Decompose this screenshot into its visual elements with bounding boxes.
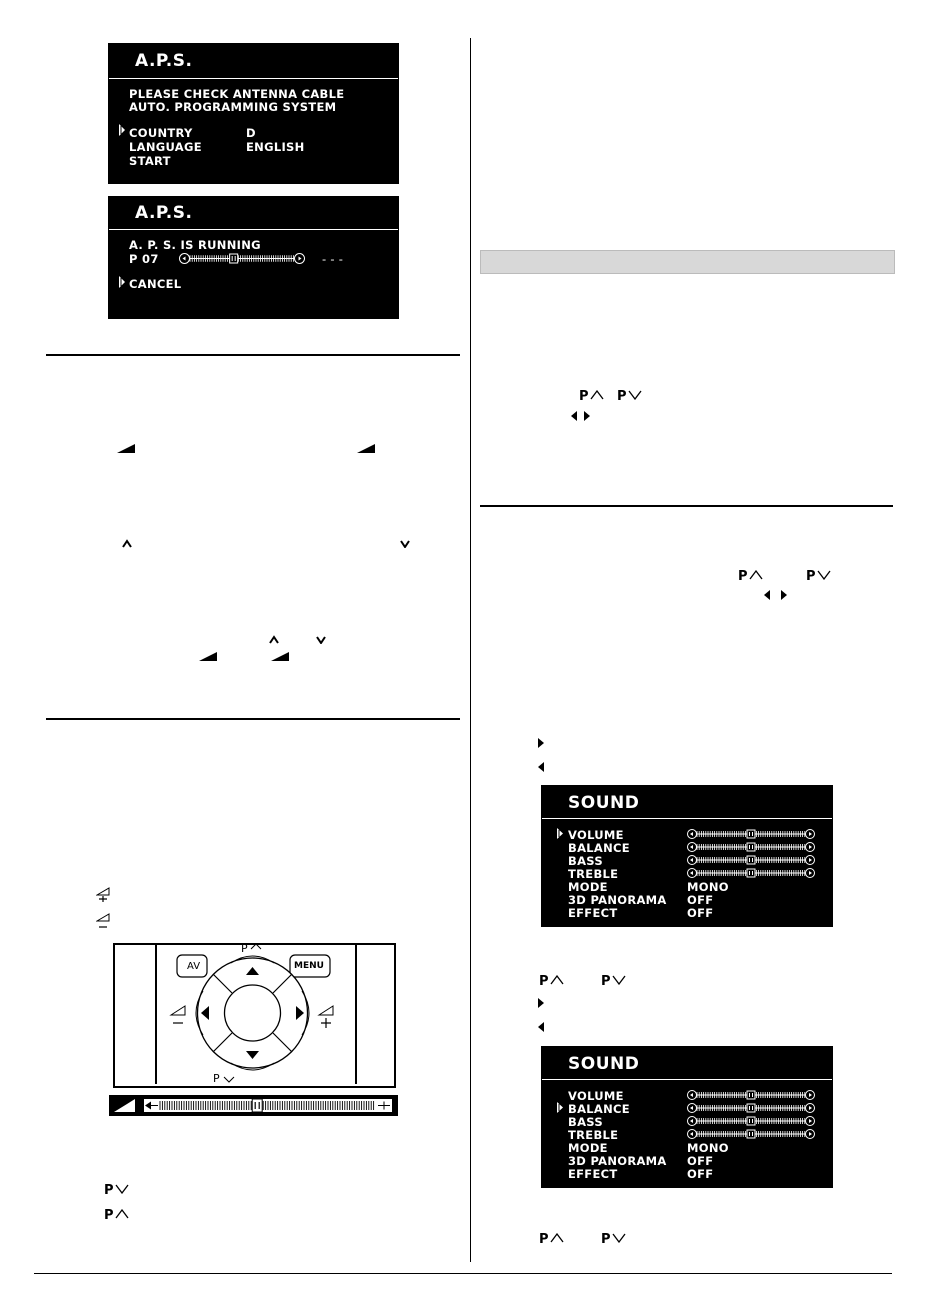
- section-rule-right-1: [480, 505, 893, 507]
- sound-menu-screen-volume: [541, 785, 833, 927]
- volume-wedge-icon: [114, 1099, 135, 1112]
- slider-thumb: [747, 1130, 755, 1138]
- p-down-label: P: [213, 1072, 220, 1085]
- sound-item-label[interactable]: EFFECT: [568, 906, 618, 920]
- volume-thumb: [252, 1099, 262, 1112]
- menu-value-country: D: [246, 126, 256, 140]
- sound-item-value: MONO: [687, 880, 729, 894]
- left-arrow-icon: [571, 411, 577, 421]
- selection-arrow-icon: [556, 828, 564, 839]
- selection-arrow-icon: [118, 276, 126, 288]
- p-letter: P: [539, 1232, 549, 1247]
- sound-item-label[interactable]: BALANCE: [568, 841, 630, 855]
- p-up-label: P: [241, 942, 248, 955]
- screen-title: A.P.S.: [135, 51, 193, 71]
- sound-item-label[interactable]: MODE: [568, 1141, 608, 1155]
- screen-title: SOUND: [568, 793, 640, 813]
- sound-item-label[interactable]: BASS: [568, 854, 603, 868]
- volume-wedge-icon: [357, 444, 375, 453]
- caret-down-icon: [400, 539, 410, 548]
- volume-wedge-icon: [199, 652, 217, 661]
- status-line: A. P. S. IS RUNNING: [129, 238, 261, 252]
- menu-button[interactable]: MENU: [294, 961, 324, 971]
- sound-item-value: OFF: [687, 1154, 714, 1168]
- menu-item-language[interactable]: LANGUAGE: [129, 140, 202, 154]
- cancel-item[interactable]: CANCEL: [129, 277, 182, 291]
- volume-level-slider: [144, 1099, 392, 1112]
- caret-down-icon: [817, 570, 831, 580]
- sound-item-label[interactable]: EFFECT: [568, 1167, 618, 1181]
- p-letter: P: [104, 1183, 114, 1198]
- p-letter: P: [738, 569, 748, 584]
- caret-up-icon: [550, 975, 564, 985]
- remote-dpad: [113, 943, 392, 1088]
- screen-title: A.P.S.: [135, 203, 193, 223]
- p-letter: P: [579, 389, 589, 404]
- caret-up-icon: [590, 390, 604, 400]
- info-line: AUTO. PROGRAMMING SYSTEM: [129, 100, 337, 114]
- caret-up-icon: [122, 539, 132, 548]
- caret-down-icon: [316, 635, 326, 644]
- aps-running-screen: [108, 196, 399, 319]
- caret-down-icon: [612, 975, 626, 985]
- sound-item-label[interactable]: TREBLE: [568, 1128, 619, 1142]
- selection-arrow-icon: [556, 1102, 564, 1113]
- caret-up-icon: [269, 635, 279, 644]
- slider-thumb: [747, 1104, 755, 1112]
- right-arrow-icon: [538, 998, 544, 1008]
- screen-title: SOUND: [568, 1054, 640, 1074]
- right-arrow-icon: [538, 738, 544, 748]
- column-divider: [470, 38, 471, 1262]
- sound-item-label[interactable]: VOLUME: [568, 828, 624, 842]
- left-arrow-icon: [764, 590, 770, 600]
- sound-item-slider: [687, 829, 815, 839]
- p-letter: P: [539, 974, 549, 989]
- sound-item-label[interactable]: 3D PANORAMA: [568, 1154, 667, 1168]
- p-letter: P: [617, 389, 627, 404]
- sound-item-value: OFF: [687, 906, 714, 920]
- caret-down-icon: [612, 1233, 626, 1243]
- slider-thumb: [747, 869, 755, 877]
- sound-item-value: OFF: [687, 893, 714, 907]
- sound-item-label[interactable]: MODE: [568, 880, 608, 894]
- caret-up-icon: [550, 1233, 564, 1243]
- caret-down-icon: [115, 1184, 129, 1194]
- volume-down-icon: [96, 912, 112, 930]
- sound-item-slider: [687, 855, 815, 865]
- sound-item-slider: [687, 868, 815, 878]
- menu-item-start[interactable]: START: [129, 154, 171, 168]
- sound-item-label[interactable]: VOLUME: [568, 1089, 624, 1103]
- caret-up-icon: [115, 1209, 129, 1219]
- p-letter: P: [601, 974, 611, 989]
- slider-thumb: [747, 1091, 755, 1099]
- section-rule-left-2: [46, 718, 460, 720]
- footer-rule: [34, 1273, 892, 1274]
- av-button[interactable]: AV: [187, 961, 201, 972]
- menu-value-language: ENGLISH: [246, 140, 305, 154]
- sound-item-slider: [687, 1116, 815, 1126]
- sound-item-slider: [687, 1090, 815, 1100]
- volume-wedge-icon: [271, 652, 289, 661]
- sound-item-slider: [687, 1129, 815, 1139]
- info-line: PLEASE CHECK ANTENNA CABLE: [129, 87, 345, 101]
- p-letter: P: [104, 1208, 114, 1223]
- slider-thumb: [747, 830, 755, 838]
- sound-item-slider: [687, 842, 815, 852]
- caret-down-icon: [628, 390, 642, 400]
- sound-item-label[interactable]: BASS: [568, 1115, 603, 1129]
- sound-item-slider: [687, 1103, 815, 1113]
- left-arrow-icon: [538, 1022, 544, 1032]
- left-arrow-icon: [538, 762, 544, 772]
- section-rule-left-1: [46, 354, 460, 356]
- sound-item-value: MONO: [687, 1141, 729, 1155]
- sound-item-label[interactable]: BALANCE: [568, 1102, 630, 1116]
- aps-progress-bar: [179, 253, 305, 264]
- sound-menu-screen-balance: [541, 1046, 833, 1188]
- p-letter: P: [601, 1232, 611, 1247]
- sound-item-label[interactable]: 3D PANORAMA: [568, 893, 667, 907]
- slider-thumb: [230, 254, 238, 263]
- sound-item-label[interactable]: TREBLE: [568, 867, 619, 881]
- menu-item-country[interactable]: COUNTRY: [129, 126, 193, 140]
- right-arrow-icon: [781, 590, 787, 600]
- volume-wedge-icon: [117, 444, 135, 453]
- slider-thumb: [747, 856, 755, 864]
- caret-up-icon: [749, 570, 763, 580]
- slider-thumb: [747, 1117, 755, 1125]
- right-arrow-icon: [584, 411, 590, 421]
- program-number: P 07: [129, 252, 159, 266]
- section-header-band: [480, 250, 895, 274]
- volume-up-icon: [96, 886, 112, 904]
- sound-item-value: OFF: [687, 1167, 714, 1181]
- p-letter: P: [806, 569, 816, 584]
- slider-thumb: [747, 843, 755, 851]
- aps-menu-screen: [108, 43, 399, 184]
- selection-arrow-icon: [118, 124, 126, 136]
- dashes-text: - - -: [322, 252, 344, 266]
